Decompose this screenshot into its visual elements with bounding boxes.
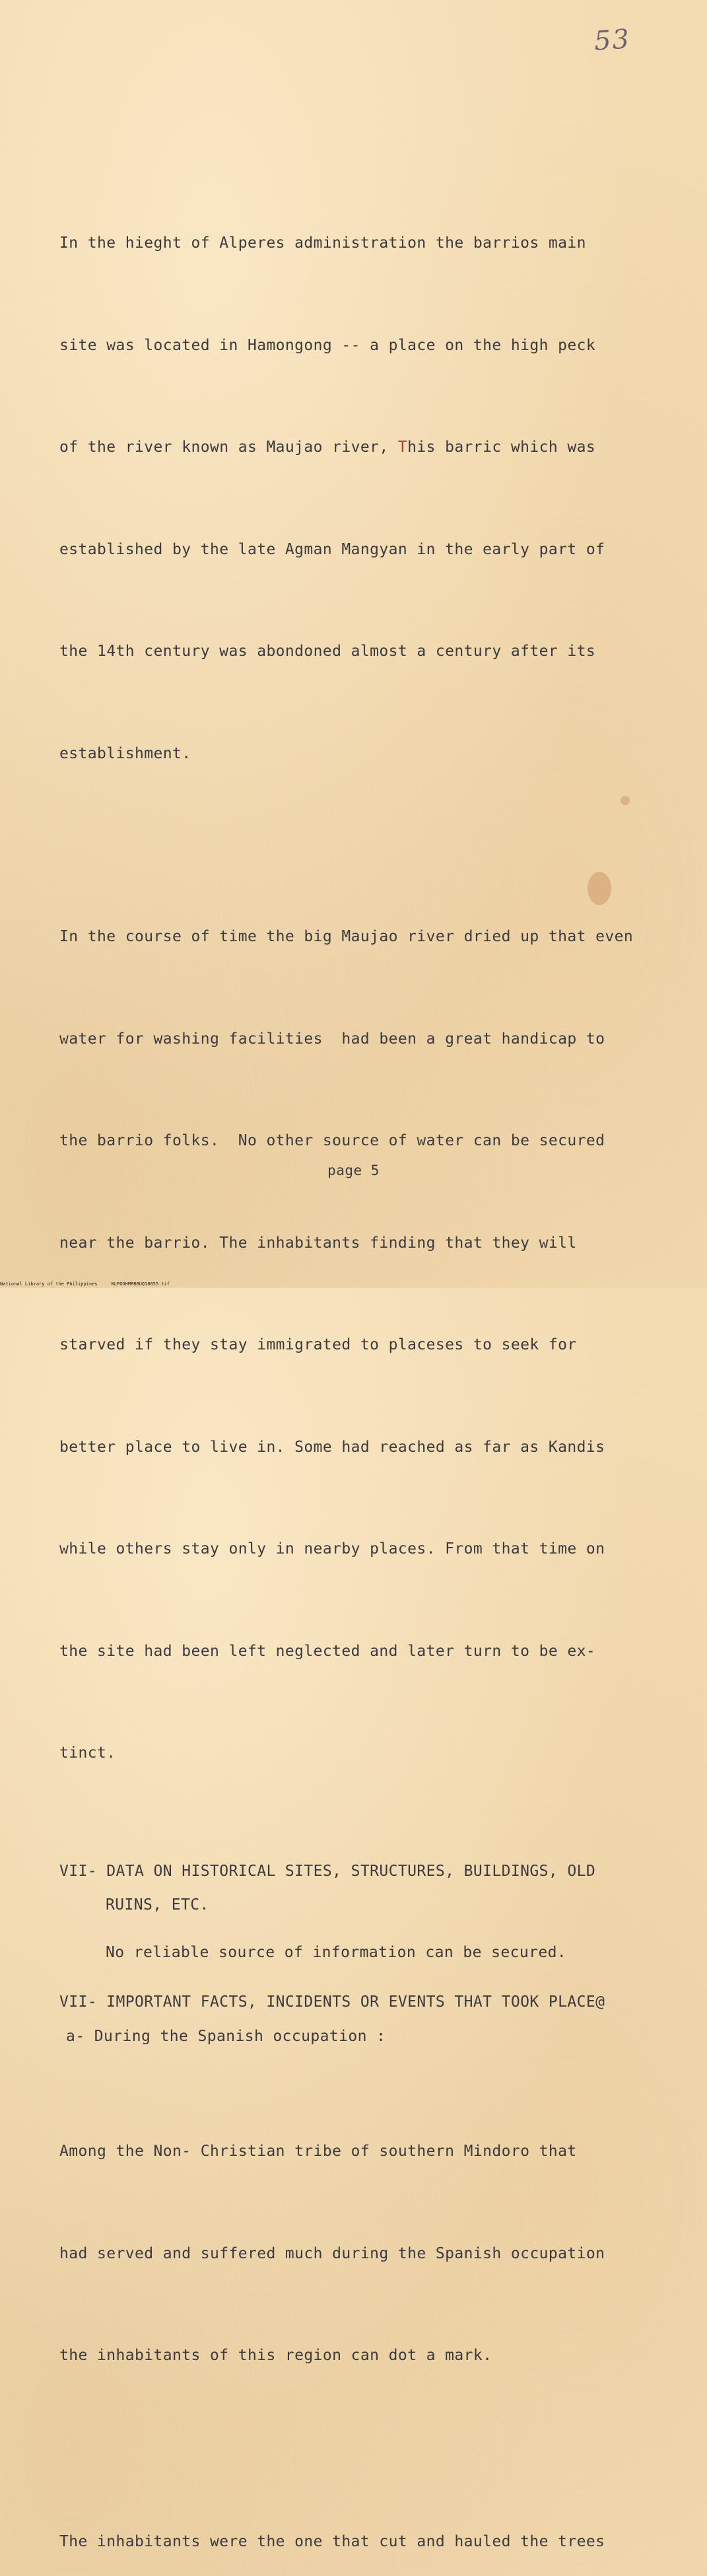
paragraph-4 [59, 2457, 687, 2576]
section-heading: VII- IMPORTANT FACTS, INCIDENTS OR EVENTS THAT TOOK PLACE@ [59, 1986, 687, 2020]
paragraph-1 [59, 159, 687, 839]
text-line: while others stay only in nearby places. From that time on [59, 1532, 687, 1567]
text-line: In the hieght of Alperes administration the barrios main [59, 227, 687, 261]
section-historical-sites [59, 1855, 687, 1970]
text-line: The inhabitants were the one that cut and hauled the trees [59, 2525, 687, 2559]
paragraph-2 [59, 852, 687, 1839]
text-segment: his barric which was [407, 439, 595, 456]
scan-caption: National Library of the Philippines NLPOOHMRBBUQ18055.tif [0, 1281, 170, 1287]
text-line: the barrio folks. No other source of water can be secured [59, 1124, 687, 1159]
subsection-heading: a- During the Spanish occupation : [59, 2020, 687, 2054]
text-line: near the barrio. The inhabitants finding that they will [59, 1227, 687, 1261]
section-important-facts [59, 1986, 687, 2054]
text-line: site was located in Hamongong -- a place on the high peck [59, 329, 687, 363]
text-line: starved if they stay immigrated to placeses to seek for [59, 1328, 687, 1363]
text-line: tinct. [59, 1736, 687, 1771]
text-segment: of the river known as Maujao river, [59, 439, 389, 456]
page-number-footer: page 5 [0, 1163, 707, 1178]
text-line: the site had been left neglected and later turn to be ex- [59, 1635, 687, 1669]
text-line: had served and suffered much during the Spanish occupation [59, 2237, 687, 2272]
text-line [59, 431, 687, 465]
text-line: In the course of time the big Maujao river dried up that even [59, 920, 687, 954]
text-line: established by the late Agman Mangyan in the early part of [59, 533, 687, 567]
section-body: No reliable source of information can be secured. [59, 1936, 687, 1970]
text-line: water for washing facilities had been a great handicap to [59, 1022, 687, 1057]
text-line: the inhabitants of this region can dot a mark. [59, 2339, 687, 2373]
red-letter: T [389, 439, 408, 456]
document-body [59, 159, 687, 2576]
section-heading: VII- DATA ON HISTORICAL SITES, STRUCTURES, BUILDINGS, OLD [59, 1855, 687, 1889]
text-line: the 14th century was abondoned almost a century after its [59, 635, 687, 669]
handwritten-page-number: 53 [593, 24, 631, 57]
section-heading-continuation: RUINS, ETC. [59, 1888, 687, 1923]
text-line: establishment. [59, 737, 687, 771]
paragraph-3 [59, 2067, 687, 2441]
text-line: better place to live in. Some had reached as far as Kandis [59, 1431, 687, 1465]
text-line: Among the Non- Christian tribe of southern Mindoro that [59, 2135, 687, 2169]
